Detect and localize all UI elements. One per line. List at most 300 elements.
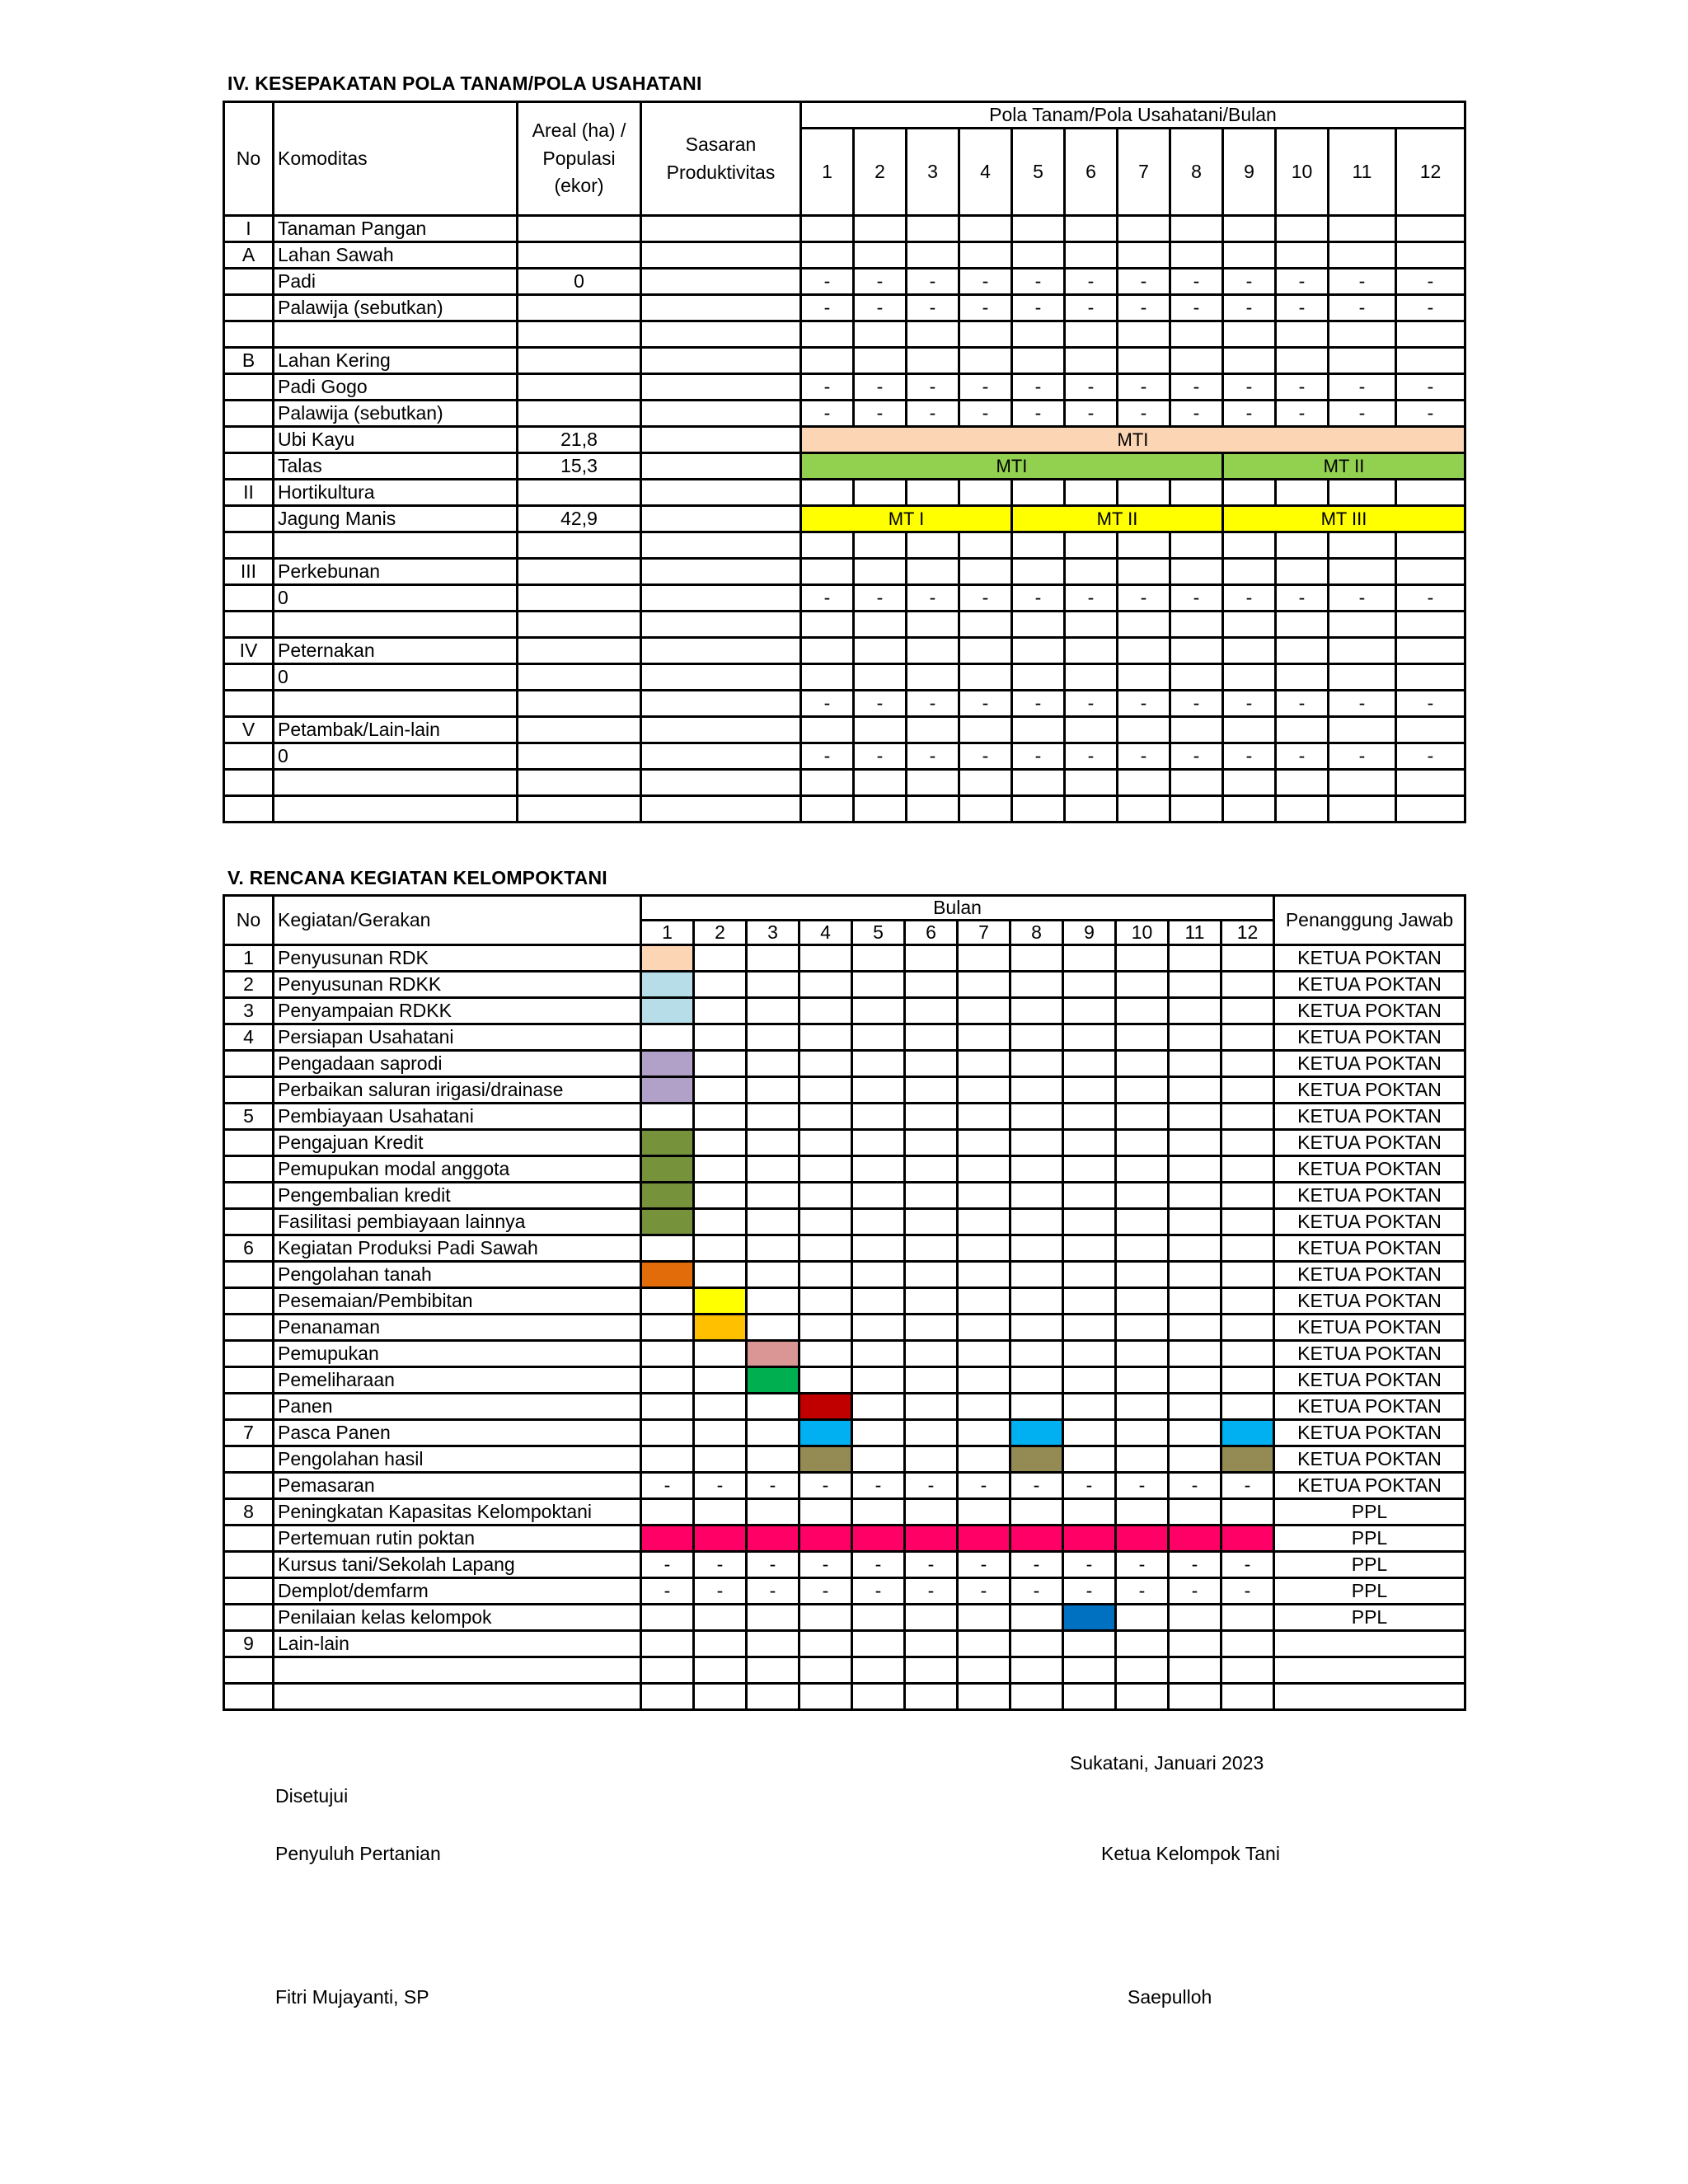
month-cell: - <box>1170 401 1223 427</box>
month-cell <box>747 1288 799 1315</box>
month-cell <box>1221 1288 1274 1315</box>
month-cell: - <box>1118 743 1170 770</box>
month-cell <box>1221 1262 1274 1288</box>
row-activity: Peningkatan Kapasitas Kelompoktani <box>274 1499 641 1526</box>
month-cell: - <box>641 1473 694 1499</box>
row-area <box>518 295 641 321</box>
month-cell <box>1116 945 1169 972</box>
month-cell <box>1063 1051 1116 1077</box>
row-commodity: Peternakan <box>274 638 518 664</box>
month-cell <box>852 972 905 998</box>
month-cell: - <box>747 1578 799 1605</box>
month-cell <box>905 1341 958 1367</box>
header-penanggung-jawab: Penanggung Jawab <box>1274 896 1465 945</box>
month-cell <box>747 1315 799 1341</box>
month-cell <box>1329 242 1396 269</box>
row-commodity: Petambak/Lain-lain <box>274 717 518 743</box>
month-cell <box>747 1209 799 1235</box>
month-cell <box>799 1235 852 1262</box>
month-cell <box>905 1394 958 1420</box>
row-no: IV <box>224 638 274 664</box>
row-no <box>224 1526 274 1552</box>
row-no <box>224 691 274 717</box>
month-cell <box>1063 1024 1116 1051</box>
month-cell <box>799 1183 852 1209</box>
month-cell <box>854 770 907 796</box>
table-row <box>224 321 1465 348</box>
month-cell: - <box>1012 691 1065 717</box>
month-cell <box>1169 1341 1221 1367</box>
month-cell <box>1170 321 1223 348</box>
month-cell <box>641 1446 694 1473</box>
month-cell <box>1010 1024 1063 1051</box>
month-cell <box>1010 1631 1063 1657</box>
month-cell <box>1223 321 1276 348</box>
month-cell <box>1169 1684 1221 1710</box>
month-cell: - <box>907 585 959 612</box>
scheduled-month-cell <box>799 1420 852 1446</box>
month-cell <box>1221 1077 1274 1104</box>
month-cell <box>747 1077 799 1104</box>
month-cell <box>1010 945 1063 972</box>
scheduled-month-cell <box>641 1156 694 1183</box>
header-month-9: 9 <box>1063 921 1116 945</box>
scheduled-month-cell <box>641 1209 694 1235</box>
month-cell <box>1012 770 1065 796</box>
planting-season-band: MT I <box>801 506 1012 532</box>
row-responsible: KETUA POKTAN <box>1274 998 1465 1024</box>
month-cell <box>641 1605 694 1631</box>
month-cell <box>1065 770 1118 796</box>
month-cell: - <box>1223 691 1276 717</box>
month-cell <box>1116 1420 1169 1446</box>
header-month-5: 5 <box>852 921 905 945</box>
table-row <box>224 691 1465 717</box>
month-cell <box>959 612 1012 638</box>
scheduled-month-cell <box>852 1526 905 1552</box>
table-row <box>224 770 1465 796</box>
table-row <box>224 796 1465 823</box>
month-cell <box>905 1024 958 1051</box>
month-cell: - <box>1223 401 1276 427</box>
month-cell <box>905 1657 958 1684</box>
table-row <box>224 453 1465 480</box>
header-areal <box>518 102 641 216</box>
month-cell <box>958 1235 1010 1262</box>
row-no <box>224 1130 274 1156</box>
month-cell <box>907 480 959 506</box>
month-cell <box>1329 532 1396 559</box>
scheduled-month-cell <box>694 1526 747 1552</box>
scheduled-month-cell <box>747 1526 799 1552</box>
month-cell <box>641 1499 694 1526</box>
month-cell: - <box>799 1578 852 1605</box>
row-target <box>641 506 801 532</box>
month-cell <box>1223 612 1276 638</box>
month-cell <box>905 1684 958 1710</box>
month-cell <box>1063 1315 1116 1341</box>
row-no <box>224 664 274 691</box>
month-cell <box>907 770 959 796</box>
month-cell <box>801 638 854 664</box>
month-cell <box>1065 796 1118 823</box>
row-activity: Pemupukan <box>274 1341 641 1367</box>
row-responsible: PPL <box>1274 1578 1465 1605</box>
month-cell <box>1118 348 1170 374</box>
row-no <box>224 1367 274 1394</box>
row-target <box>641 401 801 427</box>
row-area <box>518 374 641 401</box>
header-month-7: 7 <box>958 921 1010 945</box>
row-responsible: KETUA POKTAN <box>1274 1288 1465 1315</box>
scheduled-month-cell <box>799 1446 852 1473</box>
month-cell <box>905 1130 958 1156</box>
month-cell <box>852 1130 905 1156</box>
row-activity: Kursus tani/Sekolah Lapang <box>274 1552 641 1578</box>
month-cell: - <box>801 401 854 427</box>
row-no <box>224 1394 274 1420</box>
month-cell: - <box>1170 269 1223 295</box>
month-cell <box>959 717 1012 743</box>
month-cell <box>852 1367 905 1394</box>
month-cell <box>1223 242 1276 269</box>
row-no <box>224 532 274 559</box>
header-sasaran-line2: Produktivitas <box>666 161 776 183</box>
month-cell <box>959 770 1012 796</box>
row-responsible <box>1274 1657 1465 1684</box>
month-cell <box>1118 612 1170 638</box>
table-row <box>224 532 1465 559</box>
month-cell: - <box>1221 1473 1274 1499</box>
month-cell <box>1063 1077 1116 1104</box>
row-area <box>518 532 641 559</box>
month-cell <box>799 1262 852 1288</box>
month-cell <box>852 1262 905 1288</box>
month-cell: - <box>1065 743 1118 770</box>
planting-season-band: MTI <box>801 427 1465 453</box>
month-cell <box>1223 532 1276 559</box>
row-no <box>224 1262 274 1288</box>
month-cell <box>1329 717 1396 743</box>
month-cell: - <box>1396 269 1465 295</box>
row-commodity <box>274 532 518 559</box>
month-cell <box>747 1631 799 1657</box>
row-responsible <box>1274 1631 1465 1657</box>
row-activity: Demplot/demfarm <box>274 1578 641 1605</box>
month-cell <box>907 717 959 743</box>
month-cell <box>1116 1077 1169 1104</box>
table-row <box>224 506 1465 532</box>
row-responsible: KETUA POKTAN <box>1274 1130 1465 1156</box>
month-cell <box>1118 638 1170 664</box>
month-cell <box>1010 1499 1063 1526</box>
month-cell <box>1010 1605 1063 1631</box>
month-cell: - <box>1065 269 1118 295</box>
month-cell: - <box>1396 401 1465 427</box>
row-activity: Pemasaran <box>274 1473 641 1499</box>
month-cell <box>852 1051 905 1077</box>
month-cell: - <box>1118 269 1170 295</box>
month-cell <box>1221 1684 1274 1710</box>
month-cell <box>1063 972 1116 998</box>
month-cell <box>1169 1446 1221 1473</box>
row-no: 5 <box>224 1104 274 1130</box>
row-no: A <box>224 242 274 269</box>
month-cell <box>1063 1631 1116 1657</box>
month-cell <box>958 1394 1010 1420</box>
scheduled-month-cell <box>958 1526 1010 1552</box>
month-cell <box>1221 1183 1274 1209</box>
row-responsible: KETUA POKTAN <box>1274 1262 1465 1288</box>
month-cell: - <box>907 401 959 427</box>
row-commodity <box>274 321 518 348</box>
month-cell <box>1063 1235 1116 1262</box>
row-area <box>518 559 641 585</box>
row-no: I <box>224 216 274 242</box>
month-cell <box>801 796 854 823</box>
table-row <box>224 1657 1465 1684</box>
month-cell <box>907 638 959 664</box>
month-cell <box>1329 559 1396 585</box>
header-month-6: 6 <box>1065 129 1118 216</box>
row-area <box>518 664 641 691</box>
row-no: 3 <box>224 998 274 1024</box>
table-row <box>224 1473 1465 1499</box>
row-no <box>224 1605 274 1631</box>
month-cell <box>641 1235 694 1262</box>
month-cell <box>799 972 852 998</box>
month-cell <box>1221 1631 1274 1657</box>
month-cell <box>1012 321 1065 348</box>
month-cell <box>1012 796 1065 823</box>
row-no <box>224 743 274 770</box>
month-cell: - <box>1012 401 1065 427</box>
table-row <box>224 1446 1465 1473</box>
month-cell <box>1065 638 1118 664</box>
month-cell: - <box>1063 1578 1116 1605</box>
month-cell <box>905 1209 958 1235</box>
month-cell <box>1396 216 1465 242</box>
month-cell: - <box>1276 269 1329 295</box>
month-cell <box>1010 1288 1063 1315</box>
row-responsible: KETUA POKTAN <box>1274 1394 1465 1420</box>
row-activity: Panen <box>274 1394 641 1420</box>
month-cell: - <box>1063 1473 1116 1499</box>
row-no: 6 <box>224 1235 274 1262</box>
month-cell: - <box>1329 743 1396 770</box>
month-cell <box>1221 1156 1274 1183</box>
month-cell <box>1010 1315 1063 1341</box>
header-month-7: 7 <box>1118 129 1170 216</box>
activity-plan-table <box>223 894 1466 1711</box>
month-cell: - <box>1116 1552 1169 1578</box>
month-cell <box>1396 638 1465 664</box>
month-cell <box>1118 480 1170 506</box>
scheduled-month-cell <box>799 1526 852 1552</box>
month-cell: - <box>959 295 1012 321</box>
month-cell <box>801 321 854 348</box>
month-cell <box>1118 532 1170 559</box>
month-cell <box>801 532 854 559</box>
cropping-pattern-table <box>223 101 1466 823</box>
table-row <box>224 427 1465 453</box>
month-cell <box>799 1499 852 1526</box>
month-cell <box>1116 1367 1169 1394</box>
row-activity: Pasca Panen <box>274 1420 641 1446</box>
month-cell <box>747 1235 799 1262</box>
header-komoditas: Komoditas <box>274 102 518 216</box>
row-responsible: KETUA POKTAN <box>1274 1420 1465 1446</box>
month-cell: - <box>1276 691 1329 717</box>
table-row <box>224 242 1465 269</box>
month-cell: - <box>1221 1552 1274 1578</box>
month-cell <box>905 972 958 998</box>
month-cell <box>852 1077 905 1104</box>
month-cell: - <box>1221 1578 1274 1605</box>
row-no: 4 <box>224 1024 274 1051</box>
row-no <box>224 1315 274 1341</box>
month-cell <box>852 1235 905 1262</box>
month-cell: - <box>1116 1578 1169 1605</box>
row-area <box>518 480 641 506</box>
month-cell <box>1169 1209 1221 1235</box>
month-cell <box>905 1156 958 1183</box>
month-cell <box>1396 770 1465 796</box>
header-month-2: 2 <box>694 921 747 945</box>
scheduled-month-cell <box>641 1526 694 1552</box>
scheduled-month-cell <box>641 945 694 972</box>
month-cell <box>799 1130 852 1156</box>
month-cell <box>747 1024 799 1051</box>
month-cell: - <box>854 743 907 770</box>
month-cell: - <box>907 374 959 401</box>
header-month-4: 4 <box>799 921 852 945</box>
month-cell: - <box>958 1552 1010 1578</box>
row-target <box>641 770 801 796</box>
header-sasaran <box>641 102 801 216</box>
month-cell <box>641 1024 694 1051</box>
table-row <box>224 638 1465 664</box>
month-cell <box>1223 717 1276 743</box>
row-no <box>224 1578 274 1605</box>
month-cell <box>694 1631 747 1657</box>
row-target <box>641 348 801 374</box>
header-month-3: 3 <box>907 129 959 216</box>
month-cell <box>799 1209 852 1235</box>
month-cell <box>747 1499 799 1526</box>
month-cell <box>852 1209 905 1235</box>
month-cell <box>801 770 854 796</box>
scheduled-month-cell <box>641 1077 694 1104</box>
month-cell <box>854 532 907 559</box>
month-cell <box>1169 972 1221 998</box>
row-responsible: KETUA POKTAN <box>1274 1315 1465 1341</box>
row-commodity <box>274 796 518 823</box>
month-cell <box>958 945 1010 972</box>
row-responsible: KETUA POKTAN <box>1274 1209 1465 1235</box>
row-commodity: Palawija (sebutkan) <box>274 295 518 321</box>
month-cell: - <box>959 401 1012 427</box>
month-cell: - <box>959 374 1012 401</box>
row-responsible <box>1274 1684 1465 1710</box>
month-cell <box>852 1657 905 1684</box>
month-cell <box>747 1262 799 1288</box>
row-no <box>224 453 274 480</box>
month-cell <box>1010 1051 1063 1077</box>
row-activity: Pengolahan hasil <box>274 1446 641 1473</box>
table-row <box>224 401 1465 427</box>
month-cell <box>1169 1420 1221 1446</box>
scheduled-month-cell <box>1221 1446 1274 1473</box>
month-cell <box>1116 1499 1169 1526</box>
row-target <box>641 796 801 823</box>
month-cell <box>694 1367 747 1394</box>
month-cell <box>958 1367 1010 1394</box>
month-cell <box>1116 1657 1169 1684</box>
month-cell <box>799 1315 852 1341</box>
row-activity: Perbaikan saluran irigasi/drainase <box>274 1077 641 1104</box>
month-cell: - <box>747 1473 799 1499</box>
month-cell <box>1012 559 1065 585</box>
month-cell <box>1118 796 1170 823</box>
table-row <box>224 1051 1465 1077</box>
month-cell <box>907 348 959 374</box>
month-cell <box>959 664 1012 691</box>
month-cell: - <box>1170 585 1223 612</box>
month-cell <box>799 1367 852 1394</box>
month-cell <box>1116 1051 1169 1077</box>
month-cell <box>1329 796 1396 823</box>
header-month-10: 10 <box>1116 921 1169 945</box>
month-cell <box>1063 1262 1116 1288</box>
month-cell <box>852 1341 905 1367</box>
month-cell: - <box>1329 374 1396 401</box>
month-cell <box>1116 1446 1169 1473</box>
row-target <box>641 638 801 664</box>
month-cell: - <box>907 295 959 321</box>
row-target <box>641 427 801 453</box>
scheduled-month-cell <box>641 972 694 998</box>
month-cell <box>852 1499 905 1526</box>
month-cell <box>1396 796 1465 823</box>
table-row <box>224 1156 1465 1183</box>
month-cell <box>905 1499 958 1526</box>
month-cell <box>958 1657 1010 1684</box>
row-responsible: KETUA POKTAN <box>1274 1156 1465 1183</box>
month-cell: - <box>1329 269 1396 295</box>
month-cell <box>1010 1657 1063 1684</box>
scheduled-month-cell <box>641 998 694 1024</box>
month-cell <box>1065 348 1118 374</box>
scheduled-month-cell <box>1063 1605 1116 1631</box>
row-responsible: KETUA POKTAN <box>1274 945 1465 972</box>
month-cell <box>1010 1077 1063 1104</box>
month-cell <box>747 1684 799 1710</box>
month-cell <box>747 1183 799 1209</box>
month-cell <box>1221 1104 1274 1130</box>
month-cell <box>852 1104 905 1130</box>
header-areal-line3: (ekor) <box>554 175 604 197</box>
month-cell: - <box>854 401 907 427</box>
month-cell: - <box>1118 295 1170 321</box>
month-cell <box>1116 1104 1169 1130</box>
month-cell <box>959 321 1012 348</box>
month-cell <box>907 242 959 269</box>
month-cell: - <box>1329 295 1396 321</box>
month-cell <box>854 612 907 638</box>
month-cell: - <box>1170 374 1223 401</box>
month-cell: - <box>1276 295 1329 321</box>
